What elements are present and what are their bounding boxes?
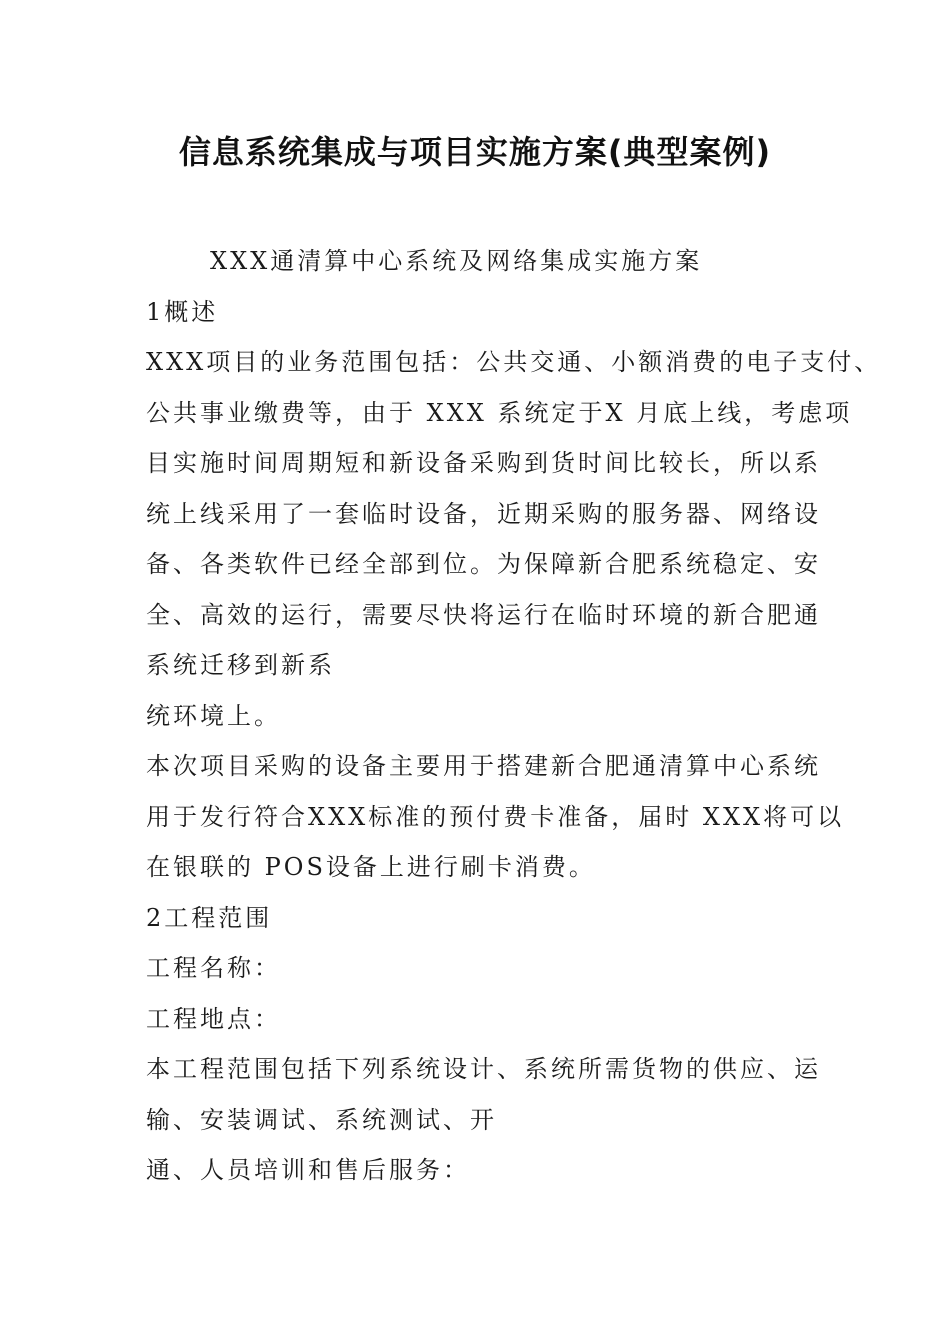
- project-location-field: 工程地点：: [146, 1004, 281, 1033]
- paragraph-line: 备、各类软件已经全部到位。为保障新合肥系统稳定、安: [146, 550, 821, 578]
- section-heading-overview: 1概述: [146, 297, 219, 326]
- paragraph-line: 目实施时间周期短和新设备采购到货时间比较长，所以系: [146, 449, 821, 477]
- subtitle-line: XXX通清算中心系统及网络集成实施方案: [210, 247, 703, 275]
- paragraph-line: 用于发行符合XXX标准的预付费卡准备，届时 XXX将可以: [146, 802, 845, 831]
- paragraph-line: 公共事业缴费等，由于 XXX 系统定于X 月底上线，考虑项: [146, 398, 853, 427]
- document-title: 信息系统集成与项目实施方案(典型案例): [178, 133, 772, 171]
- paragraph-line: 全、高效的运行，需要尽快将运行在临时环境的新合肥通: [146, 600, 821, 629]
- paragraph-line: 本次项目采购的设备主要用于搭建新合肥通清算中心系统: [146, 752, 821, 780]
- paragraph-line: XXX项目的业务范围包括：公共交通、小额消费的电子支付、: [146, 348, 882, 376]
- paragraph-line: 在银联的 POS设备上进行刷卡消费。: [146, 853, 596, 881]
- paragraph-line: 本工程范围包括下列系统设计、系统所需货物的供应、运: [146, 1055, 821, 1083]
- paragraph-line: 统环境上。: [146, 701, 281, 730]
- paragraph-line: 系统迁移到新系: [146, 651, 335, 679]
- document-body: [146, 236, 882, 1196]
- project-name-field: 工程名称：: [146, 954, 281, 982]
- paragraph-line: 输、安装调试、系统测试、开: [146, 1105, 497, 1134]
- section-heading-scope: 2工程范围: [146, 903, 273, 932]
- paragraph-line: 统上线采用了一套临时设备，近期采购的服务器、网络设: [146, 499, 821, 528]
- paragraph-line: 通、人员培训和售后服务：: [146, 1156, 470, 1184]
